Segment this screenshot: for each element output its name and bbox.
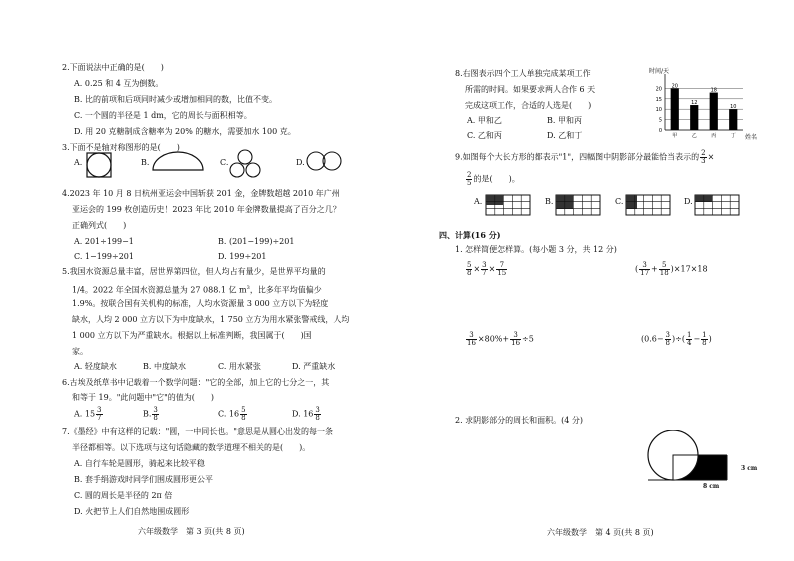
chart-bar-甲 xyxy=(671,88,679,130)
chart-bar-丙 xyxy=(710,93,718,130)
chart-value-label: 12 xyxy=(691,100,698,107)
q6-d-label: D. 16 xyxy=(292,409,314,419)
chart-value-label: 10 xyxy=(730,104,737,111)
q6-option-d xyxy=(292,407,322,422)
chart-value-label: 20 xyxy=(671,83,678,90)
right-page-footer: 六年级数学 第 4 页(共 8 页) xyxy=(547,528,654,537)
q6-c-frac xyxy=(240,407,246,422)
q3-option-b: B. xyxy=(141,158,150,167)
e2-b-num: 5 xyxy=(659,262,670,270)
label-8cm: 8 cm xyxy=(703,483,720,490)
q9-line1-text: 9.如图每个大长方形的都表示"1"，四幅图中阴影部分最能恰当表示的 xyxy=(455,152,700,162)
q4-option-c: C. 1−199÷201 xyxy=(74,252,134,261)
e1-b-den: 7 xyxy=(482,269,487,277)
q3-option-c: C. xyxy=(220,158,229,167)
e2-a-num: 3 xyxy=(639,262,650,270)
q5-option-b: B. 中度缺水 xyxy=(143,362,186,371)
e1-a-num: 5 xyxy=(467,261,472,269)
chart-ytick-label: 0 xyxy=(658,128,662,134)
circle-shaded-rectangle-figure-icon xyxy=(645,430,745,494)
grid-c-figure-icon xyxy=(625,194,671,216)
e4-frac-d xyxy=(701,332,707,347)
q9-frac1 xyxy=(700,150,706,165)
e2-plus: + xyxy=(651,264,658,274)
q6-b-label: B. xyxy=(143,409,152,419)
q6-a-label: A. 15 xyxy=(74,409,96,419)
q6-d-frac xyxy=(314,407,320,422)
calc-expr-1 xyxy=(465,262,508,277)
q2-option-d: D. 用 20 克糖制成含糖率为 20% 的糖水，需要加水 100 克。 xyxy=(74,127,296,136)
q6-a-den: 7 xyxy=(97,414,102,422)
chart-category-label: 乙 xyxy=(691,133,697,139)
section4-title: 四、计算(16 分) xyxy=(439,230,501,240)
e2-frac-b xyxy=(659,262,670,277)
q8-line3: 完成这项工作，合适的人选是( ) xyxy=(465,101,592,110)
q6-c-num: 5 xyxy=(241,406,246,414)
q9-line2 xyxy=(465,172,520,187)
q5-line2 xyxy=(72,283,322,296)
chart-ytick-label: 20 xyxy=(655,86,662,93)
calc-expr-2 xyxy=(635,262,708,277)
q6-d-num: 3 xyxy=(315,406,320,414)
q5-option-c: C. 用水紧张 xyxy=(218,362,261,371)
e4-minus: − xyxy=(693,334,701,344)
q9-frac2-den: 5 xyxy=(467,179,472,187)
q7-line1: 7.《墨经》中有这样的记载："圆，一中同长也。"意思是从圆心出发的每一条 xyxy=(62,427,333,436)
q8-option-c: C. 乙和丙 xyxy=(467,131,502,140)
two-circles-figure-icon xyxy=(306,150,342,172)
q9-option-c: C. xyxy=(615,197,624,206)
e2-b-den: 18 xyxy=(659,269,669,277)
section4-sub2: 2. 求阴影部分的周长和面积。(4 分) xyxy=(455,416,584,425)
q6-option-c xyxy=(218,407,248,422)
q9-frac2-num: 2 xyxy=(467,171,472,179)
grid-a-figure-icon xyxy=(485,194,531,216)
e4-b-num: 3 xyxy=(665,331,671,339)
label-3cm: 3 cm xyxy=(741,465,758,472)
e3-a-num: 3 xyxy=(466,332,477,340)
q5-line2-text: 1/4。2022 年全国水资源总量为 27 088.1 亿 m xyxy=(72,285,247,295)
q5-line2-tail: ，比多年平均值偏少 xyxy=(249,285,322,295)
e1-frac-c xyxy=(496,262,507,277)
e2-open: ( xyxy=(635,264,639,274)
semicircle-figure-icon xyxy=(150,150,206,172)
q7-line2: 半径都相等。以下选项与这句话隐藏的数学道理不相关的是( )。 xyxy=(72,443,311,452)
e1-frac-a xyxy=(466,262,472,277)
q8-option-d: D. 乙和丁 xyxy=(547,131,583,140)
q5-option-d: D. 严重缺水 xyxy=(292,362,336,371)
q6-b-den: 8 xyxy=(153,414,158,422)
e4-d-den: 8 xyxy=(702,339,707,347)
q8-line2: 所需的时间。如果要求两人合作 6 天 xyxy=(465,85,596,94)
q4-line1: 4.2023 年 10 月 8 日杭州亚运会中国斩获 201 金，金牌数超越 2010 年广州 xyxy=(62,189,340,198)
chart-ylabel: 时间/天 xyxy=(649,68,670,75)
q2-option-c: C. 一个圆的半径是 1 dm，它的周长与面积相等。 xyxy=(74,111,252,120)
calc-expr-3 xyxy=(465,332,534,347)
e4-mid: )÷( xyxy=(672,334,685,344)
q9-option-b: B. xyxy=(545,197,554,206)
chart-xlabel: 姓名 xyxy=(745,134,758,141)
three-circles-figure-icon xyxy=(228,148,262,180)
e3-frac-b xyxy=(510,332,521,347)
q7-option-d: D. 火把节上人们自然地围成圆形 xyxy=(74,507,190,516)
e4-c-den: 4 xyxy=(686,339,692,347)
e3-a-den: 16 xyxy=(467,339,476,347)
square-circle-figure-icon xyxy=(84,151,114,179)
e4-end: ) xyxy=(708,334,712,344)
e1-b-num: 3 xyxy=(482,261,487,269)
e2-a-den: 17 xyxy=(640,269,650,277)
grid-d-figure-icon xyxy=(694,194,740,216)
q7-option-c: C. 圆的周长是半径的 2π 倍 xyxy=(74,491,173,500)
grid-b-figure-icon xyxy=(555,194,601,216)
q2-option-a: A. 0.25 和 4 互为倒数。 xyxy=(74,79,164,88)
q4-option-d: D. 199÷201 xyxy=(218,252,267,261)
q9-frac2 xyxy=(466,172,472,187)
q5-line2-sup: 3 xyxy=(246,285,250,291)
q3-option-a: A. xyxy=(74,158,83,167)
e1-frac-b xyxy=(481,262,487,277)
e4-c-num: 1 xyxy=(686,331,692,339)
q2-option-b: B. 比的前项和后项同时减少或增加相同的数，比值不变。 xyxy=(74,95,277,104)
chart-ytick-label: 10 xyxy=(655,107,662,114)
q9-option-a: A. xyxy=(474,197,483,206)
q5-line4: 缺水，人均 2 000 立方以下为中度缺水，1 750 立方为用水紧张警戒线，人均 xyxy=(72,315,350,324)
q8-option-b: B. 甲和丙 xyxy=(547,116,582,125)
e1-a-den: 8 xyxy=(467,269,472,277)
q6-option-a xyxy=(74,407,104,422)
e4-b-den: 8 xyxy=(665,339,671,347)
q5-line3: 1.9%。按联合国有关机构的标准，人均水资源量 3 000 立方以下为轻度 xyxy=(72,299,329,308)
e1-op1: × xyxy=(473,264,481,274)
e3-frac-a xyxy=(466,332,477,347)
e4-frac-b xyxy=(665,332,671,347)
q6-b-frac xyxy=(152,407,158,422)
e3-mid: ×80%+ xyxy=(477,334,510,344)
q3-stem: 3.下面不是轴对称图形的是( ) xyxy=(62,143,180,152)
chart-category-label: 丁 xyxy=(730,133,736,139)
right-page xyxy=(397,0,794,561)
e3-end: ÷5 xyxy=(522,334,534,344)
q9-frac1-num: 2 xyxy=(701,149,706,157)
q5-line1: 5.我国水资源总量丰富，居世界第四位，但人均占有量少，是世界平均量的 xyxy=(62,267,326,276)
q8-option-a: A. 甲和乙 xyxy=(467,116,502,125)
e4-d-num: 1 xyxy=(702,331,707,339)
q7-option-b: B. 套手绢游戏时同学们围成圆形更公平 xyxy=(74,475,213,484)
q6-a-frac xyxy=(96,407,102,422)
e1-c-den: 15 xyxy=(497,269,507,277)
left-page-footer: 六年级数学 第 3 页(共 8 页) xyxy=(138,527,245,536)
q9-option-d: D. xyxy=(684,197,693,206)
q4-option-a: A. 201÷199−1 xyxy=(74,237,134,246)
q9-times: × xyxy=(707,152,715,162)
q3-option-d: D. xyxy=(296,158,305,167)
e4-frac-c xyxy=(686,332,692,347)
worker-time-bar-chart xyxy=(643,66,763,144)
q6-c-den: 8 xyxy=(241,414,246,422)
e4-a: (0.6− xyxy=(641,334,664,344)
q4-line3: 正确列式( ) xyxy=(72,221,127,230)
chart-bar-乙 xyxy=(690,105,698,130)
e2-close: )×17×18 xyxy=(670,264,708,274)
e2-frac-a xyxy=(639,262,650,277)
q5-line5: 1 000 立方以下为严重缺水。根据以上标准判断，我国属于( )国 xyxy=(72,331,312,340)
e1-op2: × xyxy=(488,264,496,274)
calc-expr-4 xyxy=(641,332,712,347)
chart-ytick-label: 15 xyxy=(655,96,662,103)
chart-value-label: 18 xyxy=(710,87,717,94)
q6-d-den: 8 xyxy=(315,414,320,422)
q6-line2: 和等于 19。"此问题中"它"的值为( ) xyxy=(72,393,215,402)
q4-option-b: B. (201−199)÷201 xyxy=(218,237,295,246)
q6-b-num: 3 xyxy=(153,406,158,414)
q7-option-a: A. 自行车轮是圆形，骑起来比较平稳 xyxy=(74,459,205,468)
q5-line6: 家。 xyxy=(72,347,88,356)
e3-b-den: 16 xyxy=(511,339,521,347)
chart-category-label: 甲 xyxy=(672,133,678,139)
e3-b-num: 3 xyxy=(510,332,521,340)
q9-line1 xyxy=(455,150,714,165)
section4-sub1: 1. 怎样简便怎样算。(每小题 3 分，共 12 分) xyxy=(455,245,617,254)
q6-a-num: 3 xyxy=(97,406,102,414)
q4-line2: 亚运会的 199 枚创造历史！2023 年比 2010 年金牌数量提高了百分之几？ xyxy=(72,205,341,214)
q9-line2-text: 的是( )。 xyxy=(473,174,520,184)
q6-c-label: C. 16 xyxy=(218,409,240,419)
q6-option-b xyxy=(143,407,160,422)
q8-line1: 8.右图表示四个工人单独完成某项工作 xyxy=(455,69,591,78)
q2-stem: 2.下面说法中正确的是( ) xyxy=(62,63,164,72)
q5-option-a: A. 轻度缺水 xyxy=(74,362,117,371)
chart-category-label: 丙 xyxy=(711,133,717,139)
chart-bar-丁 xyxy=(729,109,737,130)
q6-line1: 6.古埃及纸草书中记载着一个数学问题："它的全部，加上它的七分之一，其 xyxy=(62,378,330,387)
e1-c-num: 7 xyxy=(496,262,507,270)
q9-frac1-den: 3 xyxy=(701,157,706,165)
chart-ytick-label: 5 xyxy=(658,117,662,124)
